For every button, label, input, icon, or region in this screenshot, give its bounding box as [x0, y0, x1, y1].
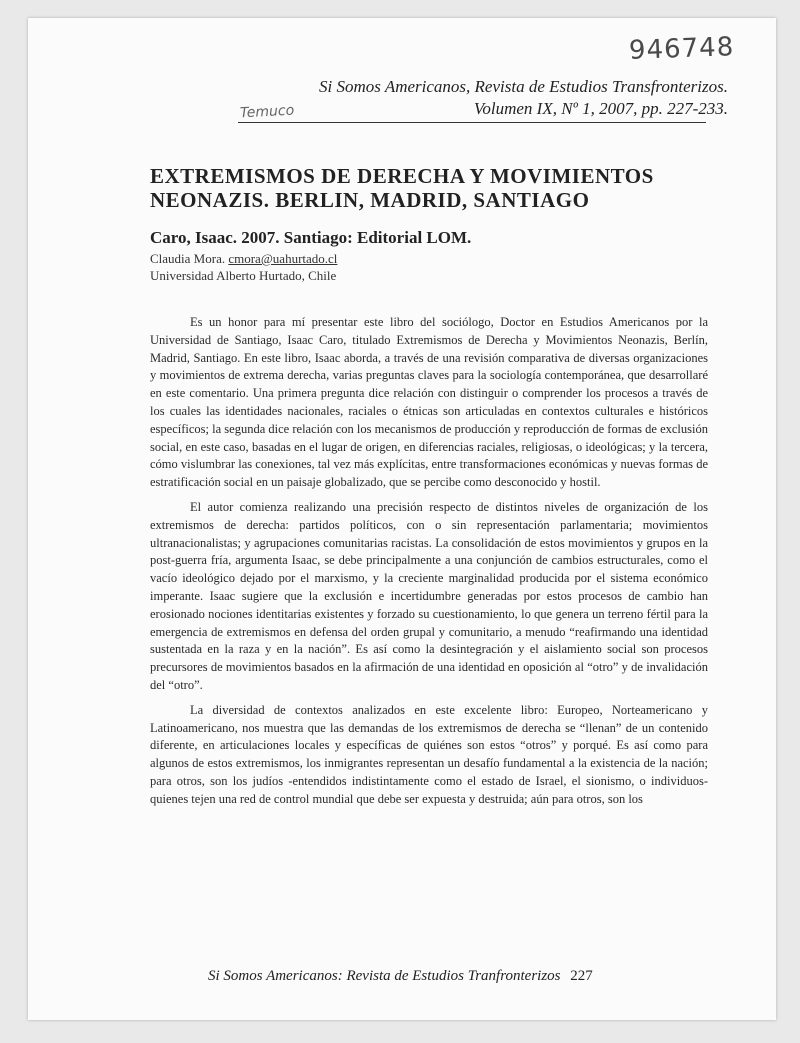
document-page [28, 18, 776, 1020]
author-name: Claudia Mora. [150, 251, 226, 266]
journal-header-line2: Volumen IX, Nº 1, 2007, pp. 227-233. [473, 99, 728, 118]
article-title: EXTREMISMOS DE DERECHA Y MOVIMIENTOS NEONAZIS. BERLIN, MADRID, SANTIAGO [150, 164, 654, 212]
handwritten-annotation: Temuco [239, 102, 295, 122]
paragraph: Es un honor para mí presentar este libro del sociólogo, Doctor en Estudios Americanos por la Universidad de Santiago, Isaac Caro, titulado Extremismos de Derecha y Movimientos Neonazis, Berlín, Madrid, Santiago. En este libro, Isaac aborda, a través de una revisión comparativa de diversas organizaciones y movimientos de extrema derecha, varias preguntas claves para la sociología contemporánea, que desarrollaré en este comentario. Una primera pregunta dice relación con distinguir o comprender los procesos a través de los cuales las identidades nacionales, raciales o étnicas son articuladas en contextos culturales e históricos específicos; la segunda dice relación con los mecanismos de producción y reproducción de formas de exclusión social, en este caso, basadas en el lugar de origen, en diferencias raciales, religiosas, o ideológicas; y la tercera, cómo vislumbrar las conexiones, tal vez más explícitas, entre transformaciones económicas y nuevas formas de estratificación social en un paisaje globalizado, que se percibe como desconocido y hostil. [150, 315, 708, 490]
handwritten-catalog-number: 946748 [628, 32, 735, 66]
paragraph: La diversidad de contextos analizados en este excelente libro: Europeo, Norteamericano y Latinoamericano, nos muestra que las demandas de los extremismos de derecha se “llenan” de un contenido diferente, en articulaciones locales y específicas de quiénes son estos “otros” y porqué. Es así como para algunos de estos extremismos, los inmigrantes representan un desafío fundamental a la existencia de la nación; para otros, son los judíos -entendidos indistintamente como el estado de Israel, el sionismo, o individuos- quienes tejen una red de control mundial que debe ser expuesta y destruida; aún para otros, son los [150, 702, 708, 806]
author-line [150, 251, 337, 267]
footer-journal: Si Somos Americanos: Revista de Estudios Tranfronterizos [208, 968, 561, 984]
author-email-link[interactable]: cmora@uahurtado.cl [228, 251, 338, 266]
article-body [150, 314, 708, 816]
page-footer [208, 968, 708, 985]
journal-header [248, 76, 728, 120]
book-reference: Caro, Isaac. 2007. Santiago: Editorial LOM. [150, 228, 472, 247]
journal-header-line1: Si Somos Americanos, Revista de Estudios Transfronterizos. [319, 77, 728, 96]
page-number: 227 [570, 968, 593, 984]
header-rule [238, 122, 706, 123]
paragraph: El autor comienza realizando una precisión respecto de distintos niveles de organización de los extremismos de derecha: partidos políticos, con o sin representación parlamentaria; movimientos ultranacionalistas; y agrupaciones comunitarias racistas. La consolidación de estos movimientos y grupos en la post-guerra fría, argumenta Isaac, se debe principalmente a una conjunción de cambios estructurales, como el vacío ideológico dejado por el marxismo, y la creciente marginalidad producida por el sistema económico imperante. Isaac sugiere que la exclusión e incertidumbre generadas por estos procesos de cambio han erosionado nociones identitarias existentes y forzado su cuestionamiento, lo que genera un terreno fértil para la emergencia de extremismos en defensa del orden grupal y comunitario, a menudo “reafirmando una identidad sustentada en la raza y en la nación”. Es así como la desintegración y el aislamiento social son procesos precursores de movimientos basados en la afirmación de una identidad en oposición al “otro” y de invalidación del “otro”. [150, 499, 708, 692]
author-affiliation: Universidad Alberto Hurtado, Chile [150, 268, 337, 283]
